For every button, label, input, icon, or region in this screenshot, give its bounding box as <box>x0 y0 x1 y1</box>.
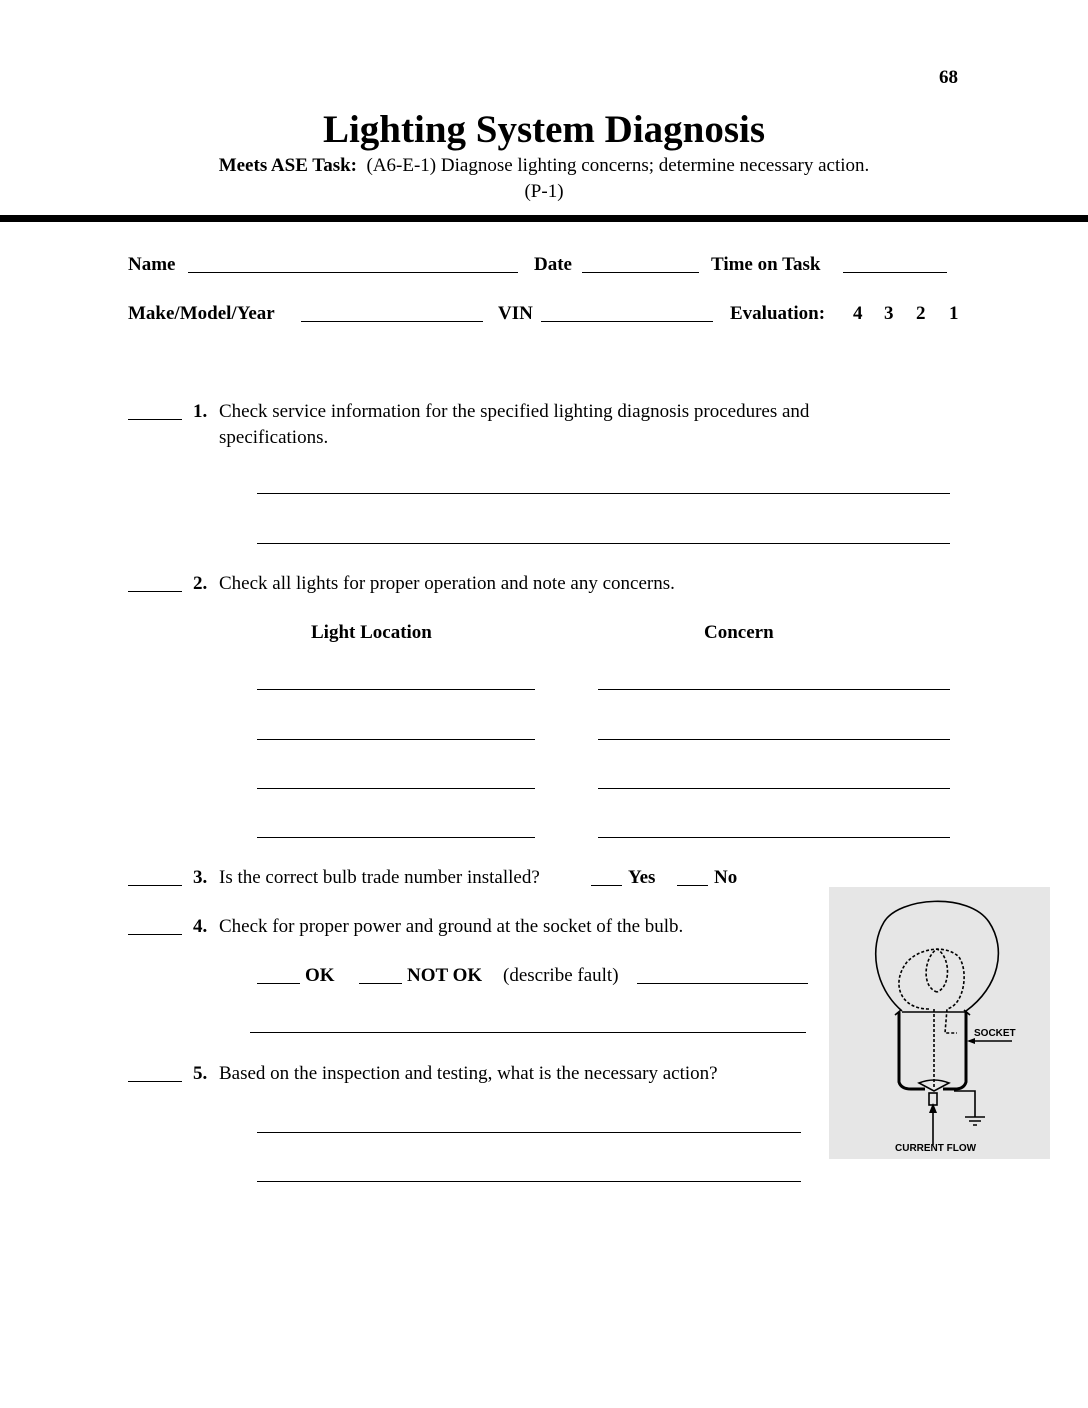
light-location-field[interactable] <box>257 788 535 789</box>
concern-field[interactable] <box>598 689 950 690</box>
evaluation-score-1[interactable]: 1 <box>949 303 959 324</box>
date-field[interactable] <box>582 272 699 273</box>
item-1-text: Check service information for the specified lighting diagnosis procedures and <box>219 401 810 422</box>
date-label: Date <box>534 254 572 275</box>
item-3-text: Is the correct bulb trade number installed? <box>219 867 540 888</box>
make-model-year-field[interactable] <box>301 321 483 322</box>
vin-label: VIN <box>498 303 533 324</box>
current-flow-label: CURRENT FLOW <box>895 1143 977 1154</box>
evaluation-label: Evaluation: <box>730 303 826 324</box>
item-1-answer-line[interactable] <box>257 543 950 544</box>
item-4-check-blank[interactable] <box>128 934 182 935</box>
item-5-text: Based on the inspection and testing, what is the necessary action? <box>219 1063 718 1084</box>
ok-blank[interactable] <box>257 983 300 984</box>
item-2-text: Check all lights for proper operation and note any concerns. <box>219 573 675 594</box>
item-5-answer-line[interactable] <box>257 1132 801 1133</box>
name-field[interactable] <box>188 272 518 273</box>
ase-task-label: Meets ASE Task: <box>218 155 357 176</box>
item-1-answer-line[interactable] <box>257 493 950 494</box>
concern-field[interactable] <box>598 739 950 740</box>
no-label: No <box>714 867 738 888</box>
ase-task <box>0 156 1088 175</box>
make-model-year-label: Make/Model/Year <box>128 303 275 324</box>
item-2-check-blank[interactable] <box>128 591 182 592</box>
item-5-answer-line[interactable] <box>257 1181 801 1182</box>
item-2-number: 2. <box>193 573 208 594</box>
item-5-check-blank[interactable] <box>128 1081 182 1082</box>
describe-fault-field[interactable] <box>637 983 808 984</box>
item-3-number: 3. <box>193 867 208 888</box>
yes-label: Yes <box>628 867 656 888</box>
light-location-field[interactable] <box>257 739 535 740</box>
light-location-header: Light Location <box>311 622 432 643</box>
not-ok-blank[interactable] <box>359 983 402 984</box>
not-ok-label: NOT OK <box>407 965 483 986</box>
vin-field[interactable] <box>541 321 713 322</box>
item-1-check-blank[interactable] <box>128 419 182 420</box>
bulb-socket-diagram <box>829 887 1050 1159</box>
concern-header: Concern <box>704 622 774 643</box>
describe-fault-label: (describe fault) <box>503 965 619 986</box>
evaluation-score-2[interactable]: 2 <box>916 303 926 324</box>
page-title: Lighting System Diagnosis <box>322 108 766 151</box>
concern-field[interactable] <box>598 788 950 789</box>
evaluation-score-3[interactable]: 3 <box>884 303 894 324</box>
socket-label: SOCKET <box>974 1028 1016 1039</box>
item-4-answer-line[interactable] <box>250 1032 806 1033</box>
concern-field[interactable] <box>598 837 950 838</box>
item-1-text-cont: specifications. <box>219 427 329 448</box>
yes-blank[interactable] <box>591 885 622 886</box>
evaluation-score-4[interactable]: 4 <box>853 303 863 324</box>
item-4-number: 4. <box>193 916 208 937</box>
ase-task-text: (A6-E-1) Diagnose lighting concerns; determine necessary action. <box>366 155 870 176</box>
header-rule <box>0 215 1088 222</box>
item-3-check-blank[interactable] <box>128 885 182 886</box>
item-1-number: 1. <box>193 401 208 422</box>
ok-label: OK <box>305 965 335 986</box>
time-on-task-label: Time on Task <box>711 254 821 275</box>
bulb-icon <box>829 887 1050 1159</box>
no-blank[interactable] <box>677 885 708 886</box>
name-label: Name <box>128 254 176 275</box>
page-number: 68 <box>939 67 958 88</box>
item-5-number: 5. <box>193 1063 208 1084</box>
priority: (P-1) <box>524 181 564 202</box>
light-location-field[interactable] <box>257 689 535 690</box>
time-on-task-field[interactable] <box>843 272 947 273</box>
light-location-field[interactable] <box>257 837 535 838</box>
item-4-text: Check for proper power and ground at the socket of the bulb. <box>219 916 684 937</box>
